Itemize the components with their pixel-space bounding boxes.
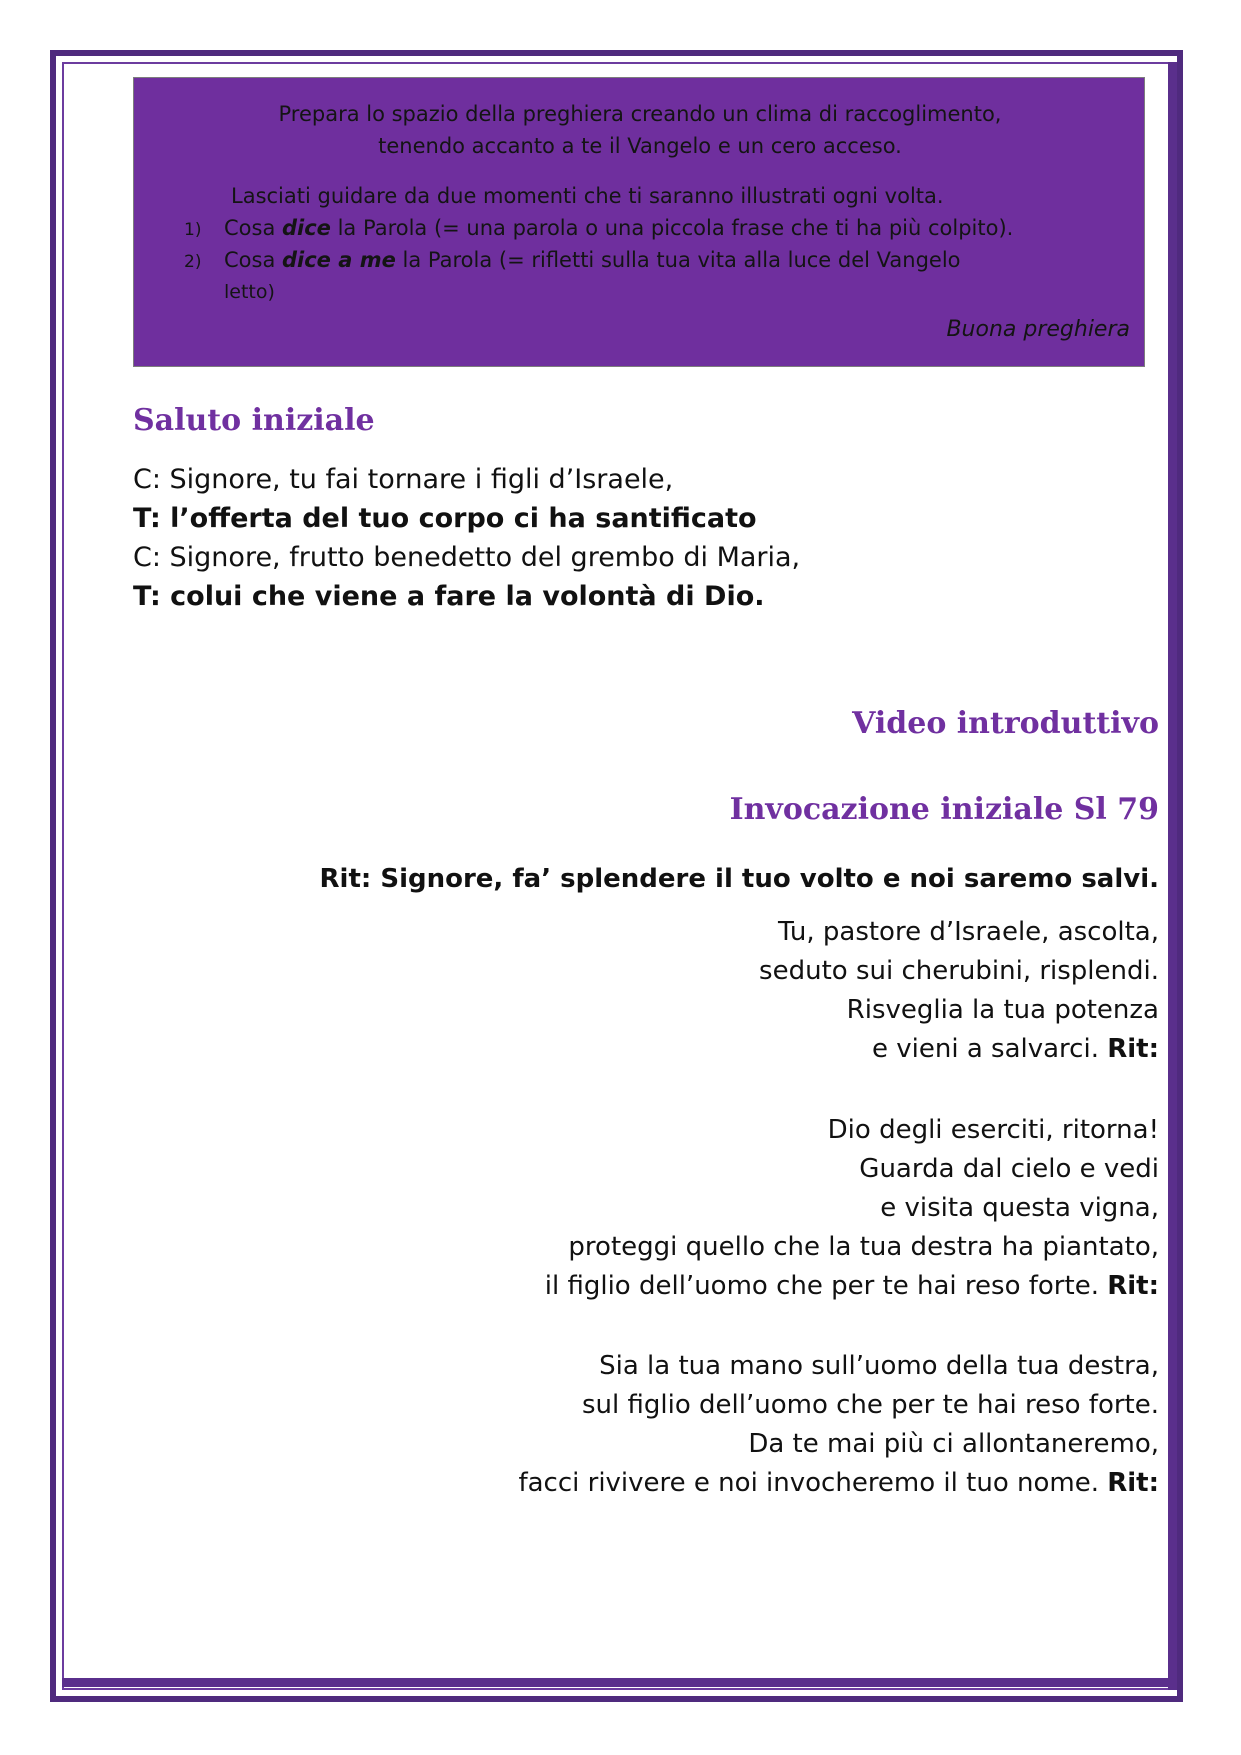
psalm-stanza-2	[545, 1111, 1159, 1306]
saluto-line-all-2: T: colui che viene a fare la volontà di Dio.	[133, 581, 765, 612]
verse-text: il figlio dell’uomo che per te hai reso forte.	[544, 1271, 1099, 1301]
refrain-line: Rit: Signore, fa’ splendere il tuo volto e noi saremo salvi.	[319, 864, 1159, 894]
list-text-pre: Cosa	[224, 216, 282, 240]
section-heading-saluto: Saluto iniziale	[133, 403, 375, 438]
section-heading-invocazione: Invocazione iniziale Sl 79	[729, 792, 1159, 827]
verse-line: Sia la tua mano sull’uomo della tua destra,	[599, 1351, 1159, 1381]
list-text-post: la Parola (= rifletti sulla tua vita alla luce del Vangelo	[395, 248, 961, 272]
verse-text: e vieni a salvarci.	[872, 1034, 1099, 1064]
verse-line: sul figlio dell’uomo che per te hai reso forte.	[582, 1390, 1159, 1420]
list-number: 2)	[184, 252, 202, 272]
saluto-line-celebrant-2: C: Signore, frutto benedetto del grembo di Maria,	[133, 542, 801, 573]
saluto-line-all-1: T: l’offerta del tuo corpo ci ha santificato	[133, 503, 757, 534]
verse-line: Risveglia la tua potenza	[846, 995, 1159, 1025]
verse-line: seduto sui cherubini, risplendi.	[759, 956, 1159, 986]
page-border-shadow-right	[1168, 62, 1177, 1690]
intro-line-2: tenendo accanto a te il Vangelo e un cero acceso.	[378, 134, 902, 158]
intro-list-item-2-continued: letto)	[224, 281, 275, 303]
verse-line-last	[545, 1267, 1159, 1306]
verse-line: Guarda dal cielo e vedi	[859, 1154, 1159, 1184]
verse-line: Tu, pastore d’Israele, ascolta,	[777, 917, 1159, 947]
page-border-shadow-bottom	[62, 1678, 1177, 1687]
list-text-emphasis: dice a me	[282, 248, 396, 272]
refrain-tag: Rit:	[1107, 1468, 1159, 1498]
verse-line: e visita questa vigna,	[880, 1193, 1159, 1223]
verse-line-last	[759, 1030, 1159, 1069]
verse-line: proteggi quello che la tua destra ha piantato,	[568, 1232, 1159, 1262]
list-number: 1)	[184, 220, 202, 240]
list-text-emphasis: dice	[282, 216, 331, 240]
saluto-line-celebrant-1: C: Signore, tu fai tornare i figli d’Israele,	[133, 464, 674, 495]
intro-list-item-2	[184, 244, 961, 278]
intro-sign-off: Buona preghiera	[946, 317, 1130, 342]
intro-list-item-1	[184, 212, 1013, 246]
list-text-post: la Parola (= una parola o una piccola frase che ti ha più colpito).	[330, 216, 1014, 240]
intro-instructions-box	[133, 77, 1145, 367]
verse-line-last	[518, 1464, 1159, 1503]
list-text-pre: Cosa	[224, 248, 282, 272]
intro-line-1: Prepara lo spazio della preghiera creando un clima di raccoglimento,	[278, 102, 1002, 126]
psalm-stanza-3	[518, 1347, 1159, 1503]
verse-text: facci rivivere e noi invocheremo il tuo nome.	[518, 1468, 1099, 1498]
verse-line: Dio degli eserciti, ritorna!	[827, 1115, 1159, 1145]
psalm-stanza-1	[759, 913, 1159, 1069]
section-heading-video: Video introduttivo	[852, 706, 1159, 741]
refrain-tag: Rit:	[1107, 1034, 1159, 1064]
refrain-tag: Rit:	[1107, 1271, 1159, 1301]
intro-line-3: Lasciati guidare da due momenti che ti saranno illustrati ogni volta.	[231, 184, 944, 208]
verse-line: Da te mai più ci allontaneremo,	[748, 1429, 1159, 1459]
